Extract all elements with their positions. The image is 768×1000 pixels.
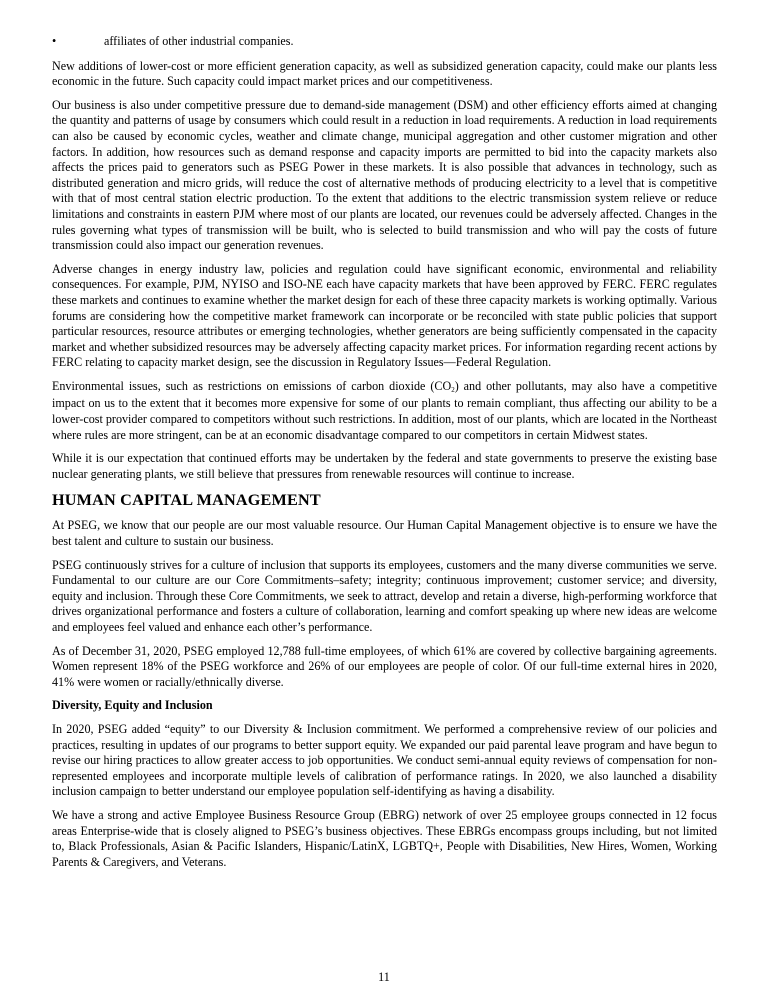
paragraph-equity-commitment: In 2020, PSEG added “equity” to our Diversity & Inclusion commitment. We performed a comprehensive review of our policies and practices, resulting in updates of our programs to better support equity. We expanded our paid parental leave program and have begun to revise our hiring practices to allow greater access to job opportunities. We conduct semi-annual equity reviews of compensation for non-represented employees and incorporate multiple levels of calibration of performance ratings. In 2020, we also launched a disability inclusion campaign to better understand our employee population self-identifying as having a disability. [52, 721, 717, 799]
paragraph-regulation-changes: Adverse changes in energy industry law, policies and regulation could have significant economic, environmental and reliability consequences. For example, PJM, NYISO and ISO-NE each have capacity markets that have been approved by FERC. FERC regulates these markets and continues to examine whether the market design for each of these three capacity markets is working optimally. Various forums are considering how the competitive market framework can incorporate or be reconciled with state public policies that support particular resources, resource attributes or emerging technologies, whether generators are being sufficiently compensated in the capacity market and whether subsidized resources may be adversely affecting capacity market prices. For information regarding recent actions by FERC relating to capacity market design, see the discussion in Regulatory Issues—Federal Regulation. [52, 261, 717, 370]
paragraph-nuclear-plants: While it is our expectation that continued efforts may be undertaken by the federal and state governments to preserve the existing base nuclear generating plants, we still believe that pressures from renewable resources will continue to increase. [52, 451, 717, 481]
paragraph-environmental-issues [52, 379, 717, 443]
paragraph-employee-statistics: As of December 31, 2020, PSEG employed 12,788 full-time employees, of which 61% are covered by collective bargaining agreements. Women represent 18% of the PSEG workforce and 26% of our employees are people of color. Of our full-time external hires in 2020, 41% were women or racially/ethnically diverse. [52, 643, 717, 689]
bullet-item [52, 34, 717, 50]
paragraph-new-capacity: New additions of lower-cost or more efficient generation capacity, as well as subsidized generation capacity, could make our plants less economic in the future. Such capacity could impact market prices and our competitiveness. [52, 58, 717, 89]
co2-subscript: 2 [451, 385, 455, 394]
environmental-text-after: ) and other pollutants, may also have a competitive impact on us to the extent that it becomes more expensive for some of our plants to remain compliant, thus affecting our ability to be a lower-cost provider compared to competitors without such restrictions. In addition, most of our plants, which are located in the Northeast where rules are more stringent, can be at an economic disadvantage compared to our competitors in certain Midwest states. [52, 378, 717, 442]
environmental-text-before: Environmental issues, such as restrictions on emissions of carbon dioxide (CO [52, 378, 452, 393]
subheading-diversity-equity-inclusion: Diversity, Equity and Inclusion [52, 698, 213, 713]
document-page [52, 34, 717, 878]
paragraph-people-resource: At PSEG, we know that our people are our most valuable resource. Our Human Capital Management objective is to ensure we have the best talent and culture to sustain our business. [52, 518, 717, 549]
paragraph-ebrg-network: We have a strong and active Employee Business Resource Group (EBRG) network of over 25 employee groups connected in 12 focus areas Enterprise-wide that is closely aligned to PSEG’s business objectives. These EBRGs encompass groups including, but not limited to, Black Professionals, Asian & Pacific Islanders, Hispanic/LatinX, LGBTQ+, People with Disabilities, New Hires, Women, Working Parents & Caregivers, and Veterans. [52, 807, 717, 869]
bullet-text: affiliates of other industrial companies. [104, 34, 294, 48]
paragraph-demand-side-management: Our business is also under competitive pressure due to demand-side management (DSM) and other efficiency efforts aimed at changing the quantity and patterns of usage by consumers which could result in a reduction in load requirements. A reduction in load requirements can also be caused by economic cycles, weather and climate change, municipal aggregation and other customer migration and other factors. In addition, how resources such as demand response and capacity imports are permitted to bid into the capacity markets also affects the prices paid to generators such as PSEG Power in these markets. It is also possible that advances in technology, such as distributed generation and micro grids, will reduce the cost of alternative methods of producing electricity to a level that is competitive with that of most central station electric production. To the extent that additions to the electric transmission system relieve or reduce limitations and constraints in eastern PJM where most of our plants are located, our revenues could be adversely affected. Changes in the rules governing what types of transmission will be built, who is selected to build transmission and who will pay the costs of future transmission could also impact our generation revenues. [52, 97, 717, 253]
paragraph-culture-inclusion: PSEG continuously strives for a culture of inclusion that supports its employees, customers and the many diverse communities we serve. Fundamental to our culture are our Core Commitments–safety; integrity; continuous improvement; customer service; and diversity, equity and inclusion. Through these Core Commitments, we seek to attract, develop and retain a diverse, high-performing workforce that drives organizational performance and fosters a culture of collaboration, learning and comfort speaking up where new ideas are welcome and employees feel valued and enhance each other’s performance. [52, 557, 717, 634]
section-title-human-capital: HUMAN CAPITAL MANAGEMENT [52, 491, 321, 510]
bullet-mark: • [52, 34, 57, 48]
page-number: 11 [378, 970, 390, 984]
